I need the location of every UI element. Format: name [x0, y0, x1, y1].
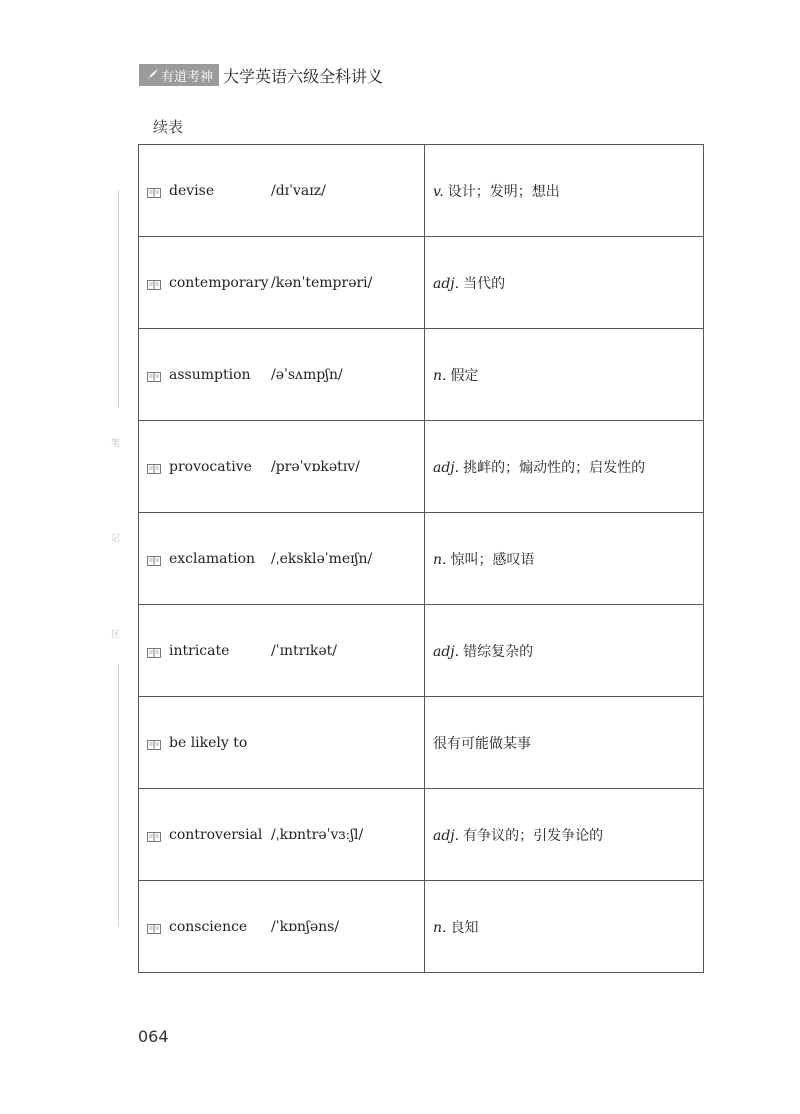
meaning-text: 假定 [450, 367, 479, 384]
meaning-cell [425, 237, 704, 329]
book-icon [147, 554, 161, 564]
phonetic-text: /ˌekskləˈmeɪʃn/ [271, 550, 373, 567]
phonetic-text: /əˈsʌmpʃn/ [271, 366, 343, 383]
meaning-text: 当代的 [463, 275, 506, 292]
table-row [139, 145, 704, 237]
word-cell [139, 697, 425, 789]
book-icon [147, 186, 161, 196]
part-of-speech: adj. [433, 643, 460, 660]
part-of-speech: n. [433, 919, 447, 936]
word-text: conscience [169, 918, 248, 935]
word-cell [139, 605, 425, 697]
phonetic-text: /prəˈvɒkətɪv/ [271, 458, 360, 475]
meaning-text: 惊叫；感叹语 [450, 551, 535, 568]
continued-label: 续表 [153, 118, 184, 136]
page-number: 064 [138, 1027, 169, 1046]
table-row [139, 881, 704, 973]
word-cell [139, 237, 425, 329]
meaning-cell [425, 145, 704, 237]
meaning-cell [425, 881, 704, 973]
table-row [139, 789, 704, 881]
table-row [139, 697, 704, 789]
word-cell [139, 513, 425, 605]
part-of-speech: v. [433, 183, 444, 200]
brand-logo [139, 64, 219, 86]
side-note-char: 区 [111, 630, 121, 640]
word-cell [139, 145, 425, 237]
word-cell [139, 421, 425, 513]
word-cell [139, 789, 425, 881]
word-cell [139, 329, 425, 421]
part-of-speech: n. [433, 551, 447, 568]
meaning-cell [425, 605, 704, 697]
part-of-speech: adj. [433, 275, 460, 292]
part-of-speech: n. [433, 367, 447, 384]
word-text: provocative [169, 458, 252, 475]
meaning-text: 很有可能做某事 [433, 735, 531, 752]
word-text: controversial [169, 826, 263, 843]
meaning-text: 良知 [450, 919, 479, 936]
margin-divider-bottom [118, 664, 119, 926]
table-row [139, 513, 704, 605]
book-icon [147, 462, 161, 472]
book-icon [147, 278, 161, 288]
word-text: assumption [169, 366, 251, 383]
table-row [139, 605, 704, 697]
word-text: be likely to [169, 734, 248, 751]
brand-name: 有道考神 [161, 69, 214, 85]
meaning-cell [425, 697, 704, 789]
word-cell [139, 881, 425, 973]
phonetic-text: /ˌkɒntrəˈvɜːʃl/ [271, 826, 364, 843]
table-row [139, 421, 704, 513]
meaning-cell [425, 789, 704, 881]
meaning-cell [425, 421, 704, 513]
phonetic-text: /ˈɪntrɪkət/ [271, 642, 337, 659]
meaning-text: 设计；发明；想出 [447, 183, 560, 200]
meaning-cell [425, 329, 704, 421]
meaning-text: 有争议的；引发争论的 [463, 827, 604, 844]
word-text: devise [169, 182, 215, 199]
table-row [139, 237, 704, 329]
book-title: 大学英语六级全科讲义 [223, 66, 384, 86]
vocabulary-table [138, 144, 704, 973]
book-icon [147, 830, 161, 840]
word-text: intricate [169, 642, 230, 659]
word-text: contemporary [169, 274, 269, 291]
part-of-speech: adj. [433, 827, 460, 844]
margin-divider-top [118, 190, 119, 408]
book-icon [147, 922, 161, 932]
page-header [139, 64, 383, 86]
meaning-text: 挑衅的；煽动性的；启发性的 [463, 459, 646, 476]
word-text: exclamation [169, 550, 256, 567]
phonetic-text: /kənˈtemprəri/ [271, 274, 373, 291]
book-icon [147, 646, 161, 656]
table-row [139, 329, 704, 421]
book-icon [147, 738, 161, 748]
meaning-text: 错综复杂的 [463, 643, 534, 660]
part-of-speech: adj. [433, 459, 460, 476]
side-note-char: 记 [111, 534, 121, 544]
phonetic-text: /dɪˈvaɪz/ [271, 182, 326, 199]
feather-icon [143, 68, 159, 82]
side-note-char: 笔 [111, 439, 121, 449]
phonetic-text: /ˈkɒnʃəns/ [271, 918, 340, 935]
book-icon [147, 370, 161, 380]
meaning-cell [425, 513, 704, 605]
